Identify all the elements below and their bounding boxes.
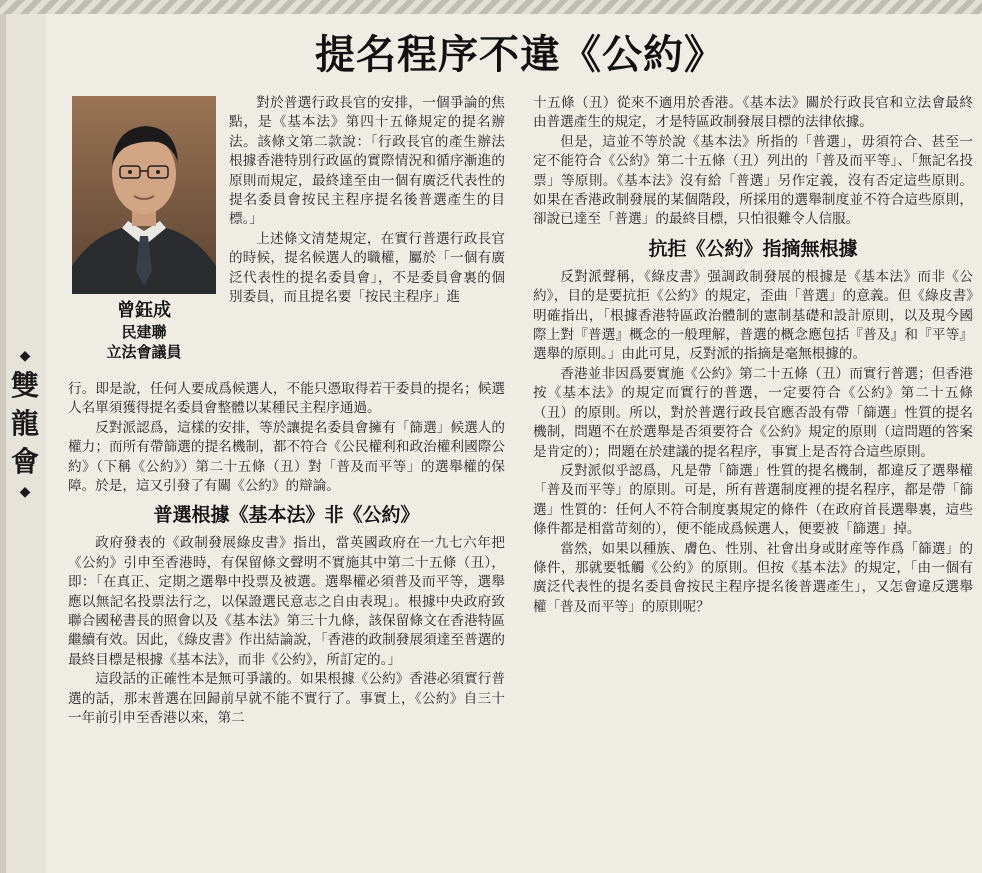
paragraph: 當然，如果以種族、膚色、性別、社會出身或財産等作爲「篩選」的條件，那就要牴觸《公約》的原則。但按《基本法》的規定，「由一個有廣泛代表性的提名委員會按民主程序提名後普選產生」，又怎會違反選舉權「普及而平等」的原則呢？ [533,540,973,615]
column-label-char: 會 [10,445,39,478]
paragraph: 政府發表的《政制發展綠皮書》指出，當英國政府在一九七六年把《公約》引申至香港時，有保留條文聲明不實施其中第二十五條（丑），即：「在真正、定期之選舉中投票及被選。選舉權必須普及而平等，選舉應以無記名投票法行之，以保證選民意志之自由表現」。根據中央政府致聯合國秘書長的照會以及《基本法》第三十九條，該保留條文在香港特區繼續有效。因此，《綠皮書》作出結論說，「香港的政制發展須達至普選的最終目標是根據《基本法》，而非《公約》，所訂定的。」 [68,535,505,668]
diamond-icon: ◆ [19,484,31,500]
paragraph: 但是，這並不等於說《基本法》所指的「普選」，毋須符合、甚至一定不能符合《公約》第二十五條（丑）列出的「普及而平等」、「無記名投票」等原則。《基本法》沒有給「普選」另作定義，沒有否定這些原則。如果在香港政制發展的某個階段，所採用的選舉制度並不符合這些原則，卻說已達至「普選」的最終目標，只怕很難令人信服。 [533,133,973,228]
paragraph: 反對派聲稱，《綠皮書》强調政制發展的根據是《基本法》而非《公約》，目的是要抗拒《公約》的規定，歪曲「普選」的意義。但《綠皮書》明確指出，「根據香港特區政治體制的憲制基礎和設計原則，以及現今國際上對『普選』概念的一般理解，普選的概念應包括『普及』和『平等』選舉的原則。」由此可見，反對派的指摘是毫無根據的。 [533,268,973,363]
paragraph: 對於普選行政長官的安排，一個爭論的焦點，是《基本法》第四十五條規定的提名辦法。該條文第二款說：「行政長官的產生辦法根據香港特別行政區的實際情況和循序漸進的原則而規定，最終達至由一個有廣泛代表性的提名委員會按民主程序提名後普選產生的目標。」 [229,95,505,228]
paragraph: 行。即是說，任何人要成爲候選人，不能只憑取得若干委員的提名；候選人名單須獲得提名委員會整體以某種民主程序通過。 [68,381,505,417]
paragraph: 十五條（丑）從來不適用於香港。《基本法》關於行政長官和立法會最終由普選產生的規定，才是特區政制發展目標的法律依據。 [533,95,973,131]
column-label-char: 雙 [10,369,39,402]
column-label [9,345,41,503]
author-name: 曾鈺成 [117,300,171,321]
paragraph: 反對派似乎認爲，凡是帶「篩選」性質的提名機制，都違反了選舉權「普及而平等」的原則。可是，所有普選制度裡的提名程序，都是帶「篩選」性質的：任何人不符合制度裏規定的條件（在政府首長選舉裏，這些條件都是相當苛刻的），便不能成爲候選人，便要被「篩選」掉。 [533,462,973,538]
right-column [533,94,973,617]
author-photo [72,96,216,294]
column-label-char: 龍 [10,407,39,440]
top-border [0,0,982,14]
intro-text [229,94,505,307]
author-party: 民建聯 [121,323,167,341]
paragraph: 這段話的正確性本是無可爭議的。如果根據《公約》香港必須實行普選的話，那末普選在回歸前早就不能不實行了。事實上，《公約》自三十一年前引申至香港以來，第二 [68,671,505,727]
paragraph: 香港並非因爲要實施《公約》第二十五條（丑）而實行普選；但香港按《基本法》的規定而實行的普選，一定要符合《公約》第二十五條（丑）的原則。所以，對於普選行政長官應否設有帶「篩選」性質的提名機制，問題不在於選舉是否須要符合《公約》規定的原則（這問題的答案是肯定的）；問題在於建議的提名程序，事實上是否符合這些原則。 [533,365,973,460]
subheading: 抗拒《公約》指摘無根據 [648,237,858,260]
headline: 提名程序不違《公約》 [315,32,725,78]
portrait-image [72,96,216,294]
author-title: 立法會議員 [106,343,182,361]
background-ghost-text [800,28,982,98]
subheading: 普選根據《基本法》非《公約》 [153,504,420,527]
paragraph: 反對派認爲，這樣的安排，等於讓提名委員會擁有「篩選」候選人的權力；而所有帶篩選的提名機制，都不符合《公民權利和政治權利國際公約》（下稱《公約》）第二十五條（丑）對「普及而平等」的選舉權的保障。於是，這又引發了有關《公約》的辯論。 [68,419,505,495]
paragraph: 上述條文清楚規定，在實行普選行政長官的時候，提名候選人的職權，屬於「一個有廣泛代表性的提名委員會」，不是委員會裏的個別委員，而且提名要「按民主程序」進 [229,230,505,306]
author-byline [72,300,216,362]
left-column [68,380,505,729]
diamond-icon: ◆ [19,348,31,364]
